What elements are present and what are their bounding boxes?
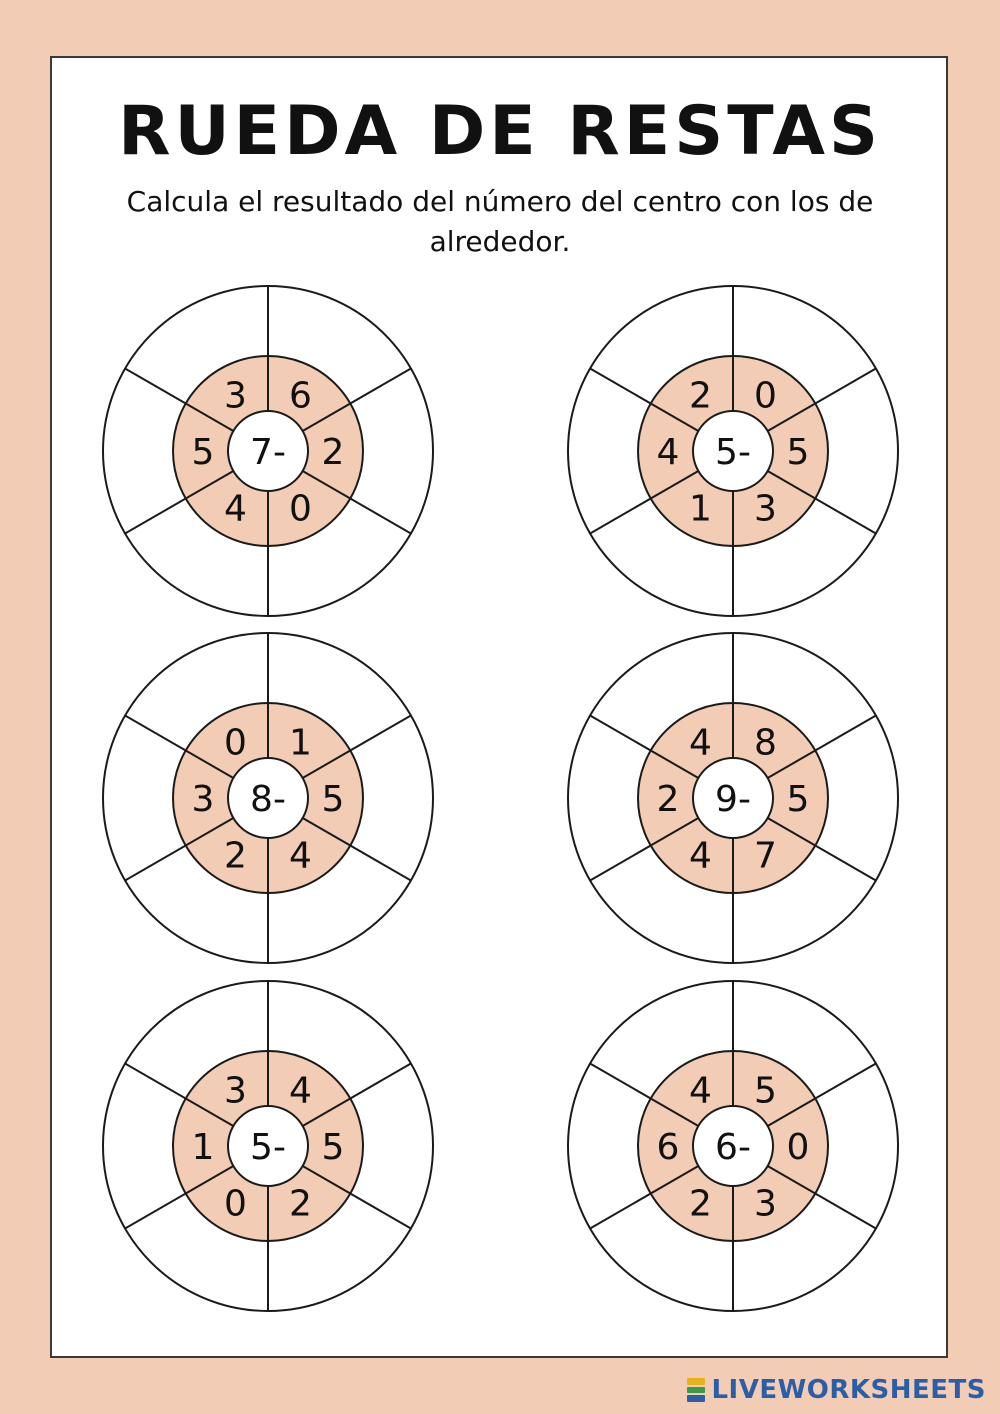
wheel-number: 3 — [754, 1183, 777, 1225]
wheel-number: 4 — [689, 1070, 712, 1112]
wheel-number: 5 — [321, 779, 345, 820]
wheel-number: 5 — [786, 779, 810, 820]
wheel-4 — [568, 633, 898, 963]
wheel-number: 2 — [689, 375, 712, 417]
wheel-number: 5 — [191, 432, 215, 473]
wheel-number: 0 — [754, 375, 777, 417]
wheel-number: 5 — [321, 1127, 345, 1168]
wheel-number: 4 — [689, 835, 712, 877]
wheel-5 — [103, 981, 433, 1311]
wheel-number: 4 — [689, 722, 712, 764]
wheel-number: 3 — [224, 375, 247, 417]
wheel-number: 2 — [689, 1183, 712, 1225]
wheel-1 — [103, 286, 433, 616]
wheel-number: 0 — [289, 488, 312, 530]
wheel-number: 7 — [754, 835, 777, 877]
wheel-number: 6 — [656, 1127, 680, 1168]
wheel-center-number: 5- — [250, 1127, 286, 1168]
wheel-number: 1 — [191, 1127, 215, 1168]
liveworksheets-logo-icon — [687, 1377, 705, 1403]
wheel-number: 2 — [224, 835, 247, 877]
instructions-text: Calcula el resultado del número del centro con los de alrededor. — [126, 185, 874, 258]
wheel-3 — [103, 633, 433, 963]
wheel-number: 0 — [224, 1183, 247, 1225]
wheel-number: 8 — [754, 722, 777, 764]
footer-brand — [687, 1372, 986, 1408]
wheel-number: 2 — [321, 432, 345, 473]
wheel-center-number: 9- — [715, 779, 751, 820]
brand-name: LIVEWORKSHEETS — [711, 1375, 986, 1405]
wheel-number: 3 — [191, 779, 215, 820]
wheel-number: 4 — [289, 1070, 312, 1112]
wheel-center-number: 6- — [715, 1127, 751, 1168]
wheel-number: 4 — [224, 488, 247, 530]
wheel-center-number: 8- — [250, 779, 286, 820]
wheel-6 — [568, 981, 898, 1311]
wheel-number: 6 — [289, 375, 312, 417]
wheel-number: 4 — [289, 835, 312, 877]
wheel-center-number: 5- — [715, 432, 751, 473]
wheel-number: 2 — [289, 1183, 312, 1225]
wheel-number: 1 — [689, 488, 712, 530]
wheel-number: 0 — [786, 1127, 810, 1168]
wheel-number: 2 — [656, 779, 680, 820]
worksheet-title: RUEDA DE RESTAS — [118, 92, 882, 171]
wheel-number: 3 — [224, 1070, 247, 1112]
wheel-center-number: 7- — [250, 432, 286, 473]
wheel-number: 0 — [224, 722, 247, 764]
wheel-number: 5 — [754, 1070, 777, 1112]
wheel-number: 1 — [289, 722, 312, 764]
wheel-number: 5 — [786, 432, 810, 473]
wheel-number: 3 — [754, 488, 777, 530]
wheel-number: 4 — [656, 432, 680, 473]
wheel-2 — [568, 286, 898, 616]
